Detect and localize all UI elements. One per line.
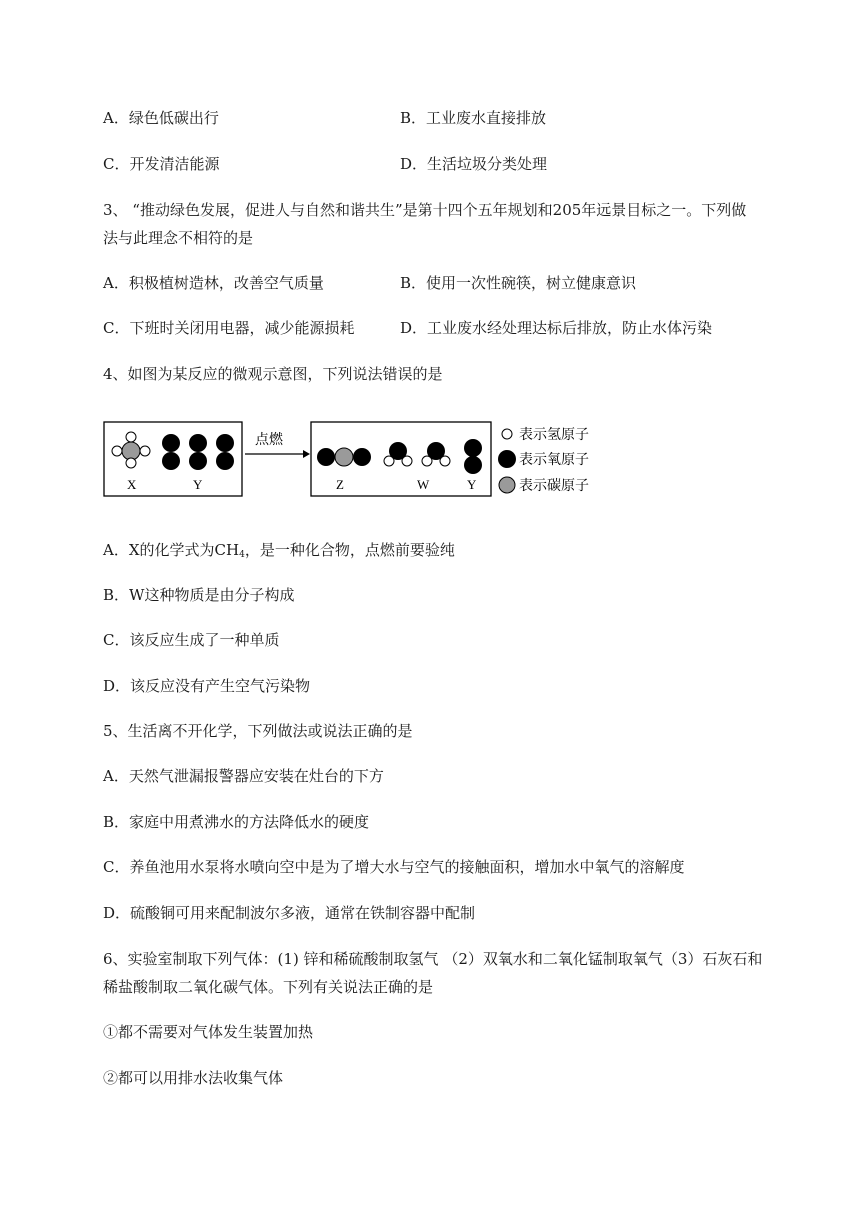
- q2-option-b: B．工业废水直接排放: [400, 109, 547, 127]
- label-z: Z: [336, 477, 344, 492]
- label-y-right: Y: [467, 477, 477, 492]
- q6-item-2: ②都可以用排水法收集气体: [103, 1069, 284, 1087]
- q4-stem: 4、如图为某反应的微观示意图，下列说法错误的是: [103, 365, 443, 383]
- q2-option-a: A．绿色低碳出行: [103, 109, 219, 127]
- label-x: X: [127, 477, 137, 492]
- q2-option-c: C．开发清洁能源: [103, 155, 220, 173]
- q6-item-1: ①都不需要对气体发生装置加热: [103, 1023, 314, 1041]
- reaction-diagram: [103, 418, 613, 502]
- legend-hydrogen: 表示氢原子: [519, 427, 589, 443]
- label-y-left: Y: [193, 477, 203, 492]
- q3-option-a: A．积极植树造林，改善空气质量: [103, 274, 324, 292]
- q6-stem-line2: 稀盐酸制取二氧化碳气体。下列有关说法正确的是: [103, 978, 434, 996]
- carbon-legend-icon: [499, 477, 515, 493]
- water-molecules: [384, 442, 450, 466]
- hydrogen-legend-icon: [502, 429, 512, 439]
- q3-stem-line2: 法与此理念不相符的是: [103, 229, 254, 247]
- q4-option-a: A．X的化学式为$CH_4$，是一种化合物，点燃前要验纯: [103, 541, 455, 560]
- legend-oxygen: 表示氧原子: [519, 452, 589, 468]
- legend: [498, 426, 589, 494]
- q4-option-d: D．该反应没有产生空气污染物: [103, 677, 311, 695]
- q3-option-b: B．使用一次性碗筷，树立健康意识: [400, 274, 637, 292]
- arrow-label: 点燃: [255, 432, 283, 448]
- q5-option-b: B．家庭中用煮沸水的方法降低水的硬度: [103, 813, 370, 831]
- q5-option-c: C．养鱼池用水泵将水喷向空中是为了增大水与空气的接触面积，增加水中氧气的溶解度: [103, 858, 685, 876]
- q3-option-d: D．工业废水经处理达标后排放，防止水体污染: [400, 319, 713, 337]
- q4-option-c: C．该反应生成了一种单质: [103, 631, 280, 649]
- label-w: W: [417, 477, 430, 492]
- q5-stem: 5、生活离不开化学，下列做法或说法正确的是: [103, 722, 413, 740]
- q5-option-d: D．硫酸铜可用来配制波尔多液，通常在铁制容器中配制: [103, 904, 476, 922]
- oxygen-legend-icon: [498, 450, 516, 468]
- carbon-dioxide-molecule: [317, 448, 371, 466]
- methane-molecule: [112, 432, 150, 468]
- q2-option-d: D．生活垃圾分类处理: [400, 155, 548, 173]
- oxygen-molecule-excess: [464, 439, 482, 474]
- q3-option-c: C．下班时关闭用电器，减少能源损耗: [103, 319, 355, 337]
- q4-option-b: B．W这种物质是由分子构成: [103, 586, 295, 604]
- q6-stem-line1: 6、实验室制取下列气体：(1) 锌和稀硫酸制取氢气 （2）双氧水和二氧化锰制取氧气（3）石灰石和: [103, 950, 763, 968]
- q5-option-a: A．天然气泄漏报警器应安装在灶台的下方: [103, 767, 384, 785]
- q3-stem-line1: 3、 “推动绿色发展，促进人与自然和谐共生”是第十四个五年规划和205年远景目标之一。下列做: [103, 201, 747, 219]
- oxygen-molecules: [162, 434, 234, 470]
- legend-carbon: 表示碳原子: [519, 478, 589, 494]
